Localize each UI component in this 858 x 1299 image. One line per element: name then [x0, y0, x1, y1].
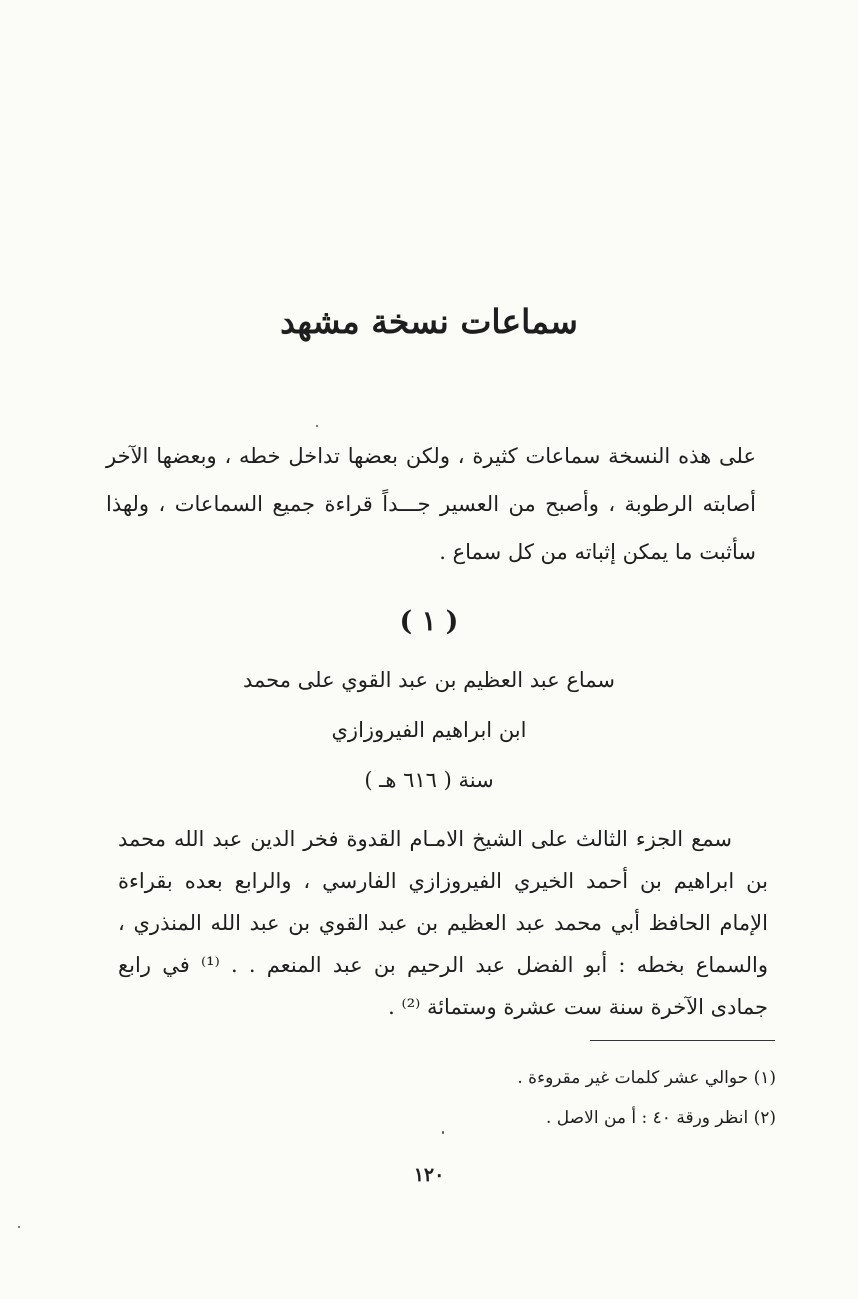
- footnote-divider: [590, 1040, 775, 1041]
- footnote-2: (٢) انظر ورقة ٤٠ : أ من الاصل .: [546, 1108, 776, 1128]
- scan-speck: [18, 1226, 20, 1228]
- section-body: [118, 818, 768, 1028]
- section-body-text: سمع الجزء الثالث على الشيخ الامـام القدوة فخر الدين عبد الله محمد بن ابراهيم بن أحمد الخيري الفيروزازي الفارسي ، والرابع بعده بقراءة الإمام الحافظ أبي محمد عبد العظيم بن عبد القوي بن عبد الله المنذري ، والسماع بخطه : أبو الفضل عبد الرحيم بن عبد المنعم . . ⁽¹⁾ في رابع جمادى الآخرة سنة ست عشرة وستمائة ⁽²⁾ .: [118, 827, 768, 1019]
- section-heading-line-1: سماع عبد العظيم بن عبد القوي على محمد: [242, 668, 615, 692]
- footnotes: [380, 1058, 776, 1138]
- scan-speck: [442, 1131, 444, 1134]
- section-number: ( ١ ): [399, 606, 459, 637]
- intro-text: على هذه النسخة سماعات كثيرة ، ولكن بعضها تداخل خطه ، وبعضها الآخر أصابته الرطوبة ، وأصبح من العسير جـــداً قراءة جميع السماعات ، ولهذا سأثبت ما يمكن إثباته من كل سماع .: [106, 444, 756, 564]
- page-title: سماعات نسخة مشهد: [280, 302, 578, 341]
- intro-paragraph: [106, 432, 756, 576]
- page-number: ١٢٠: [413, 1164, 445, 1186]
- scan-speck: [316, 425, 318, 427]
- section-heading-date: سنة ( ٦١٦ هـ ): [364, 768, 494, 792]
- section-heading-line-2: ابن ابراهيم الفيروزازي: [331, 718, 527, 742]
- footnote-1: (١) حوالي عشر كلمات غير مقروءة .: [517, 1068, 776, 1088]
